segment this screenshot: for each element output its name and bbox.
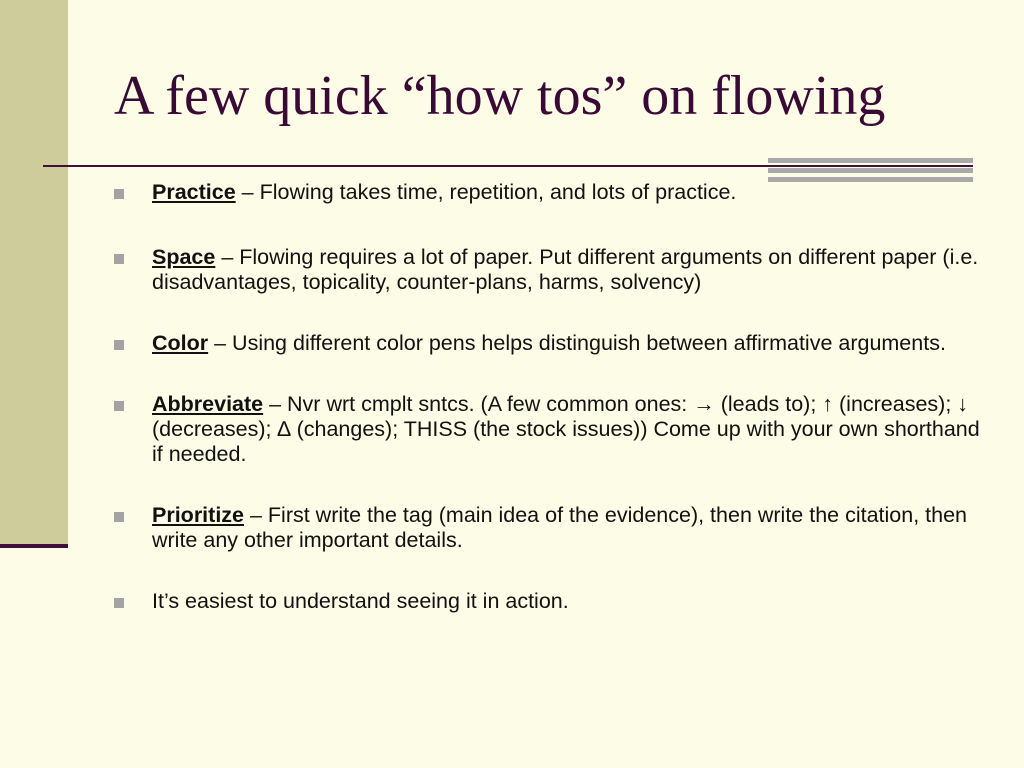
bullet-text: – Nvr wrt cmplt sntcs. (A few common ones: → (leads to); ↑ (increases); ↓ (decreases); ∆ (changes); THISS (the stock issues)) Come up with your own shorthand if needed.: [152, 392, 980, 466]
bullet-term: Abbreviate: [152, 392, 264, 416]
square-bullet-icon: [114, 598, 124, 608]
bullet-text: It’s easiest to understand seeing it in action.: [152, 589, 569, 613]
left-accent-line: [0, 544, 68, 548]
grey-bar-2: [768, 168, 973, 173]
bullet-item-color: [112, 331, 992, 356]
bullet-item-space: [112, 245, 992, 295]
bullet-term: Color: [152, 331, 209, 355]
bullet-text: – Using different color pens helps distinguish between affirmative arguments.: [208, 331, 946, 355]
bullet-term: Space: [152, 245, 216, 269]
bullet-item-abbreviate: [112, 392, 992, 467]
bullet-term: Practice: [152, 180, 236, 204]
bullet-list: [112, 180, 992, 650]
left-accent-bar: [0, 0, 68, 545]
bullet-item-action: [112, 589, 992, 614]
square-bullet-icon: [114, 340, 124, 350]
square-bullet-icon: [114, 401, 124, 411]
grey-bar-1: [768, 158, 973, 163]
decorative-grey-bars: [768, 158, 973, 182]
bullet-text: – First write the tag (main idea of the evidence), then write the citation, then write any other important details.: [152, 503, 968, 552]
bullet-item-prioritize: [112, 503, 992, 553]
bullet-text: – Flowing requires a lot of paper. Put different arguments on different paper (i.e. disadvantages, topicality, counter-plans, harms, solvency): [152, 245, 979, 294]
square-bullet-icon: [114, 512, 124, 522]
square-bullet-icon: [114, 189, 124, 199]
bullet-item-practice: [112, 180, 992, 205]
square-bullet-icon: [114, 254, 124, 264]
bullet-text: – Flowing takes time, repetition, and lots of practice.: [235, 180, 737, 204]
bullet-term: Prioritize: [152, 503, 244, 527]
slide-title: A few quick “how tos” on flowing: [114, 65, 886, 127]
